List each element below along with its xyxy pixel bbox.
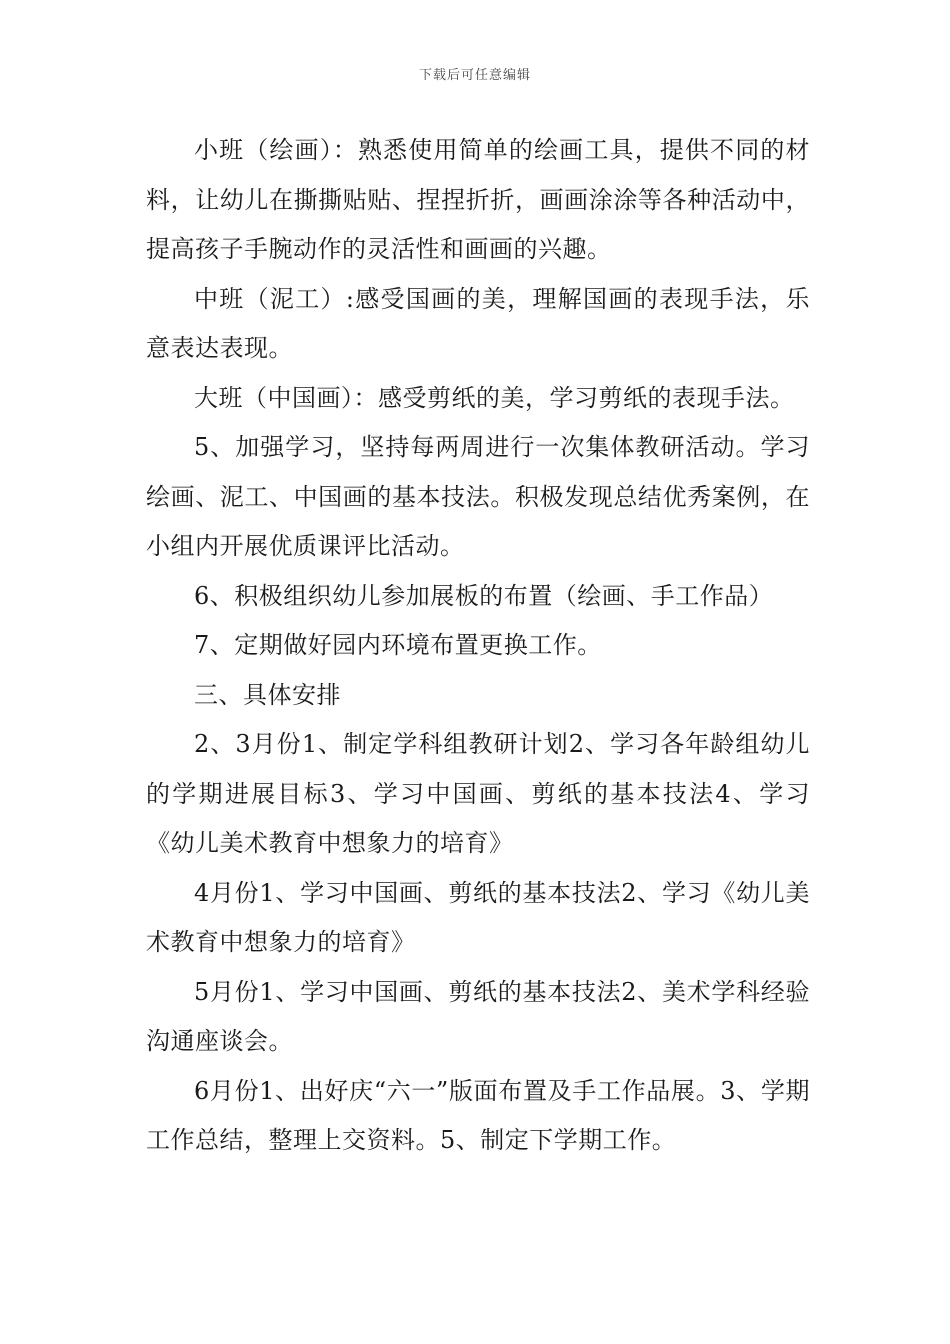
- paragraph-small-class: 小班（绘画）：熟悉使用简单的绘画工具，提供不同的材料，让幼儿在撕撕贴贴、捏捏折折，画画涂涂等各种活动中，提高孩子手腕动作的灵活性和画画的兴趣。: [146, 136, 810, 263]
- paragraph-large-class: 大班（中国画）：感受剪纸的美，学习剪纸的表现手法。: [194, 383, 795, 412]
- section-heading-schedule: 三、具体安排: [194, 680, 341, 709]
- paragraph-item-5: 5、加强学习，坚持每两周进行一次集体教研活动。学习绘画、泥工、中国画的基本技法。积极发现总结优秀案例，在小组内开展优质课评比活动。: [146, 433, 810, 560]
- header-note: 下载后可任意编辑: [418, 68, 531, 83]
- paragraph-feb-march: 2、3月份1、制定学科组教研计划2、学习各年龄组幼儿的学期进展目标3、学习中国画、剪纸的基本技法4、学习《幼儿美术教育中想象力的培育》: [146, 730, 810, 857]
- paragraph-june: 6月份1、出好庆“六一”版面布置及手工作品展。3、学期工作总结，整理上交资料。5、制定下学期工作。: [146, 1076, 810, 1154]
- paragraph-middle-class: 中班（泥工）:感受国画的美，理解国画的表现手法，乐意表达表现。: [146, 284, 810, 362]
- paragraph-item-6: 6、积极组织幼儿参加展板的布置（绘画、手工作品）: [194, 581, 774, 610]
- document-body: [146, 126, 810, 1166]
- paragraph-item-7: 7、定期做好园内环境布置更换工作。: [194, 631, 602, 659]
- paragraph-april: 4月份1、学习中国画、剪纸的基本技法2、学习《幼儿美术教育中想象力的培育》: [146, 878, 810, 956]
- paragraph-may: 5月份1、学习中国画、剪纸的基本技法2、美术学科经验沟通座谈会。: [146, 977, 810, 1055]
